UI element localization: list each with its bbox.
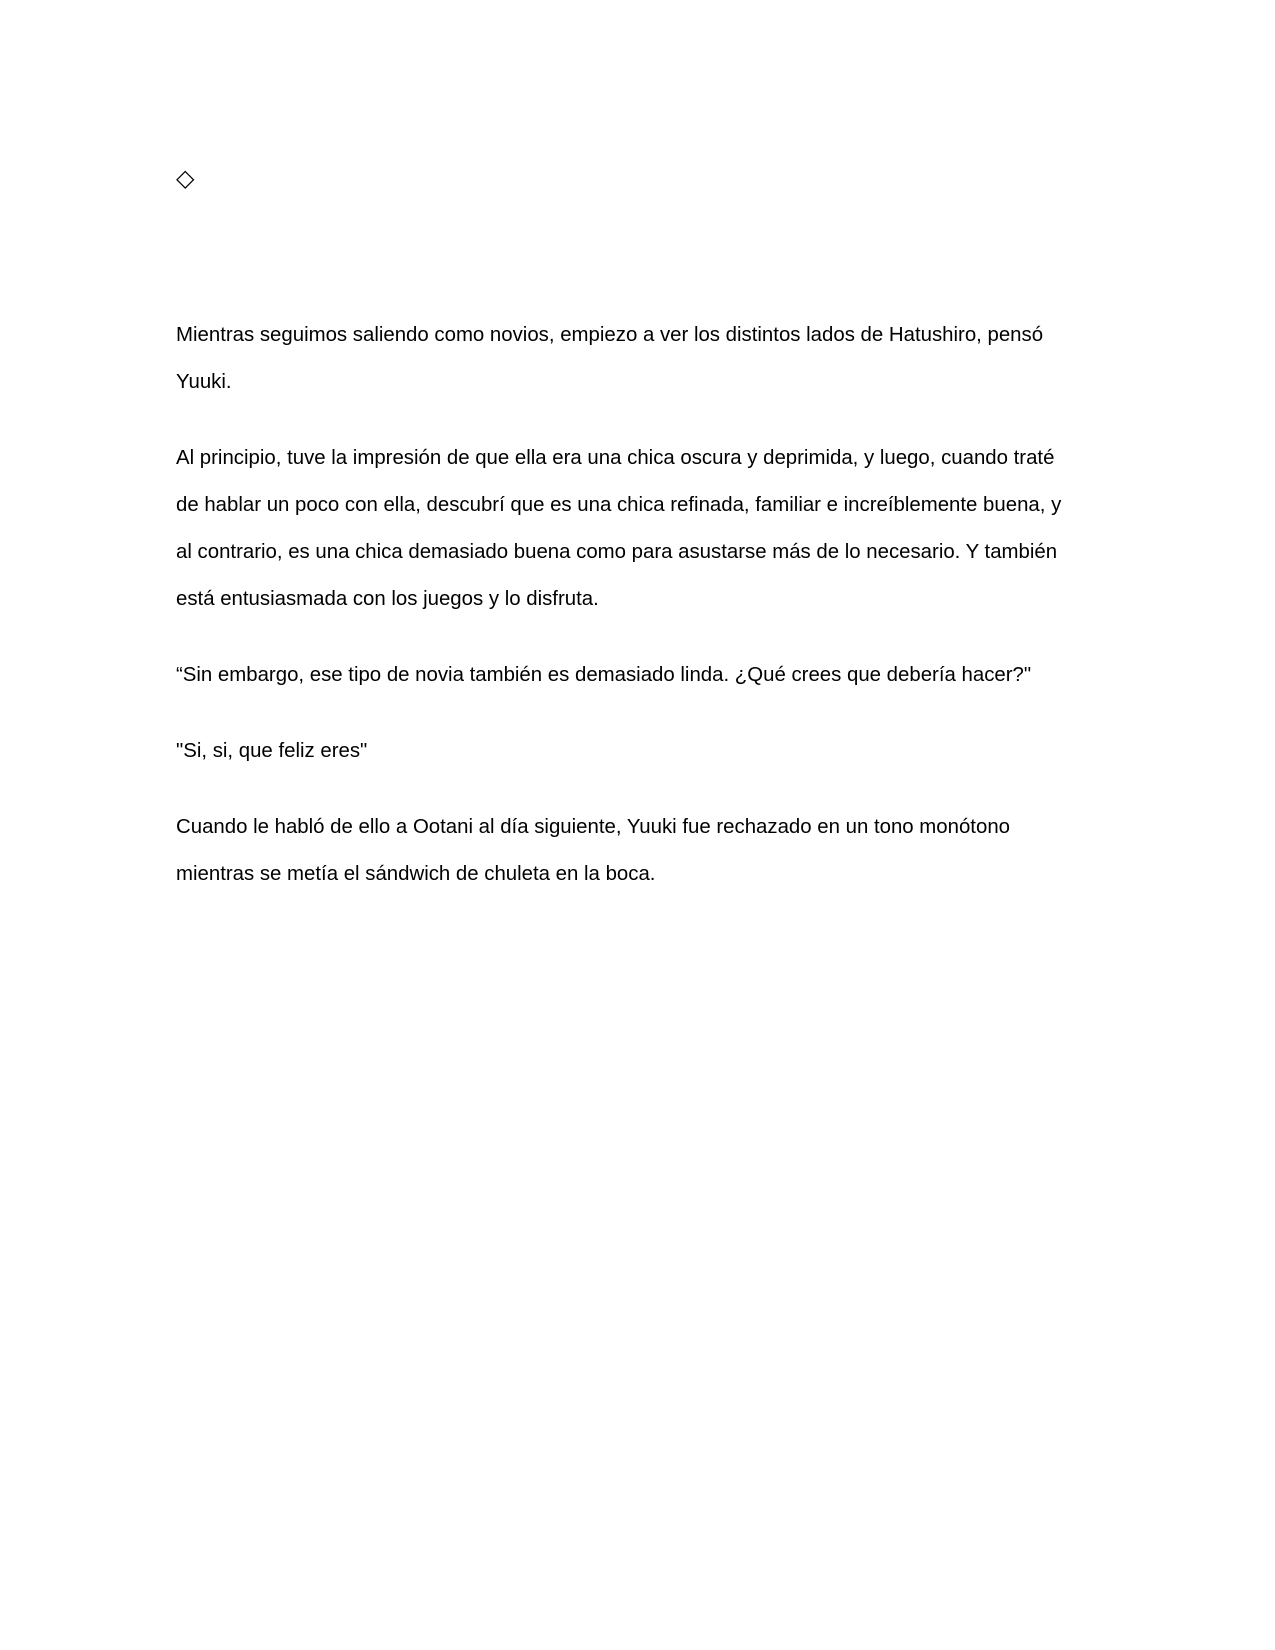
paragraph-1 (176, 312, 1096, 406)
paragraph-line: Yuuki. (176, 371, 232, 393)
paragraph-line: está entusiasmada con los juegos y lo disfruta. (176, 588, 599, 610)
paragraph-line: Al principio, tuve la impresión de que ella era una chica oscura y deprimida, y luego, cuando traté (176, 447, 1055, 469)
paragraph-line: “Sin embargo, ese tipo de novia también es demasiado linda. ¿Qué crees que debería hacer?" (176, 664, 1032, 686)
paragraph-5 (176, 804, 1096, 898)
paragraph-4 (176, 728, 1096, 775)
paragraph-line: al contrario, es una chica demasiado buena como para asustarse más de lo necesario. Y también (176, 541, 1058, 563)
paragraph-2 (176, 435, 1096, 623)
document-body (176, 312, 1096, 927)
paragraph-3 (176, 652, 1096, 699)
paragraph-line: Cuando le habló de ello a Ootani al día siguiente, Yuuki fue rechazado en un tono monótono (176, 816, 1010, 838)
paragraph-line: de hablar un poco con ella, descubrí que es una chica refinada, familiar e increíblemente buena, y (176, 494, 1062, 516)
paragraph-line: Mientras seguimos saliendo como novios, empiezo a ver los distintos lados de Hatushiro, pensó (176, 324, 1044, 346)
paragraph-line: mientras se metía el sándwich de chuleta en la boca. (176, 863, 656, 885)
paragraph-line: "Si, si, que feliz eres" (176, 740, 368, 762)
section-separator-diamond-icon: ◇ (176, 164, 195, 192)
